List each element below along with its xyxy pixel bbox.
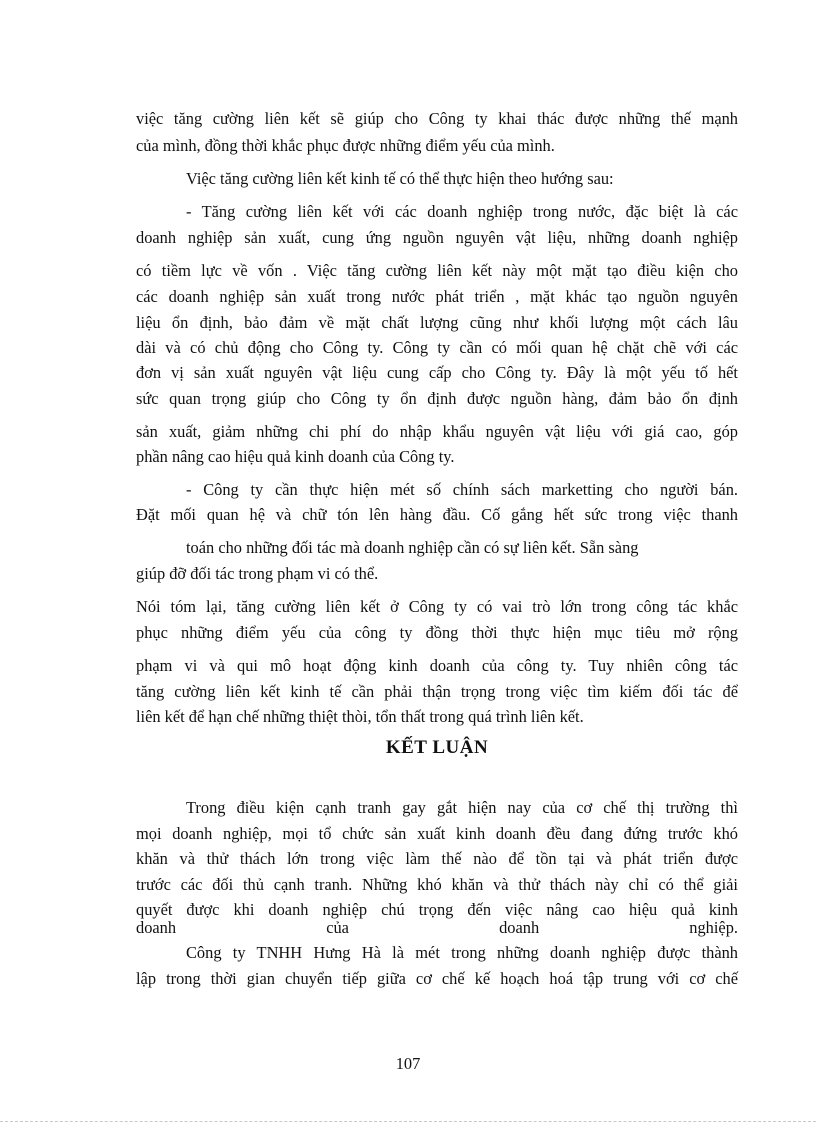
text-line: sức quan trọng giúp cho Công ty ổn định được nguồn hàng, đảm bảo ổn định (136, 389, 738, 408)
text-line: lập trong thời gian chuyển tiếp giữa cơ chế kế hoạch hoá tập trung với cơ chế (136, 969, 738, 988)
page-bottom-divider (0, 1121, 816, 1122)
text-line: giúp đỡ đối tác trong phạm vi có thể. (136, 564, 379, 583)
text-line: Đặt mối quan hệ và chữ tón lên hàng đầu. Cố gắng hết sức trong việc thanh (136, 505, 738, 524)
text-line: trước các đối thủ cạnh tranh. Những khó khăn và thử thách này chỉ có thể giải (136, 875, 738, 894)
text-line: của mình, đồng thời khắc phục được những điểm yếu của mình. (136, 136, 555, 155)
text-line: có tiềm lực về vốn . Việc tăng cường liên kết này một mặt tạo điều kiện cho (136, 261, 738, 280)
text-line: phần nâng cao hiệu quả kinh doanh của Công ty. (136, 447, 455, 466)
text-line: đơn vị sản xuất nguyên vật liệu cung cấp cho Công ty. Đây là một yếu tố hết (136, 363, 738, 382)
text-line: Việc tăng cường liên kết kinh tế có thể thực hiện theo hướng sau: (186, 169, 614, 188)
section-heading: KẾT LUẬN (385, 737, 489, 758)
text-line: - Công ty cần thực hiện mét số chính sách marketting cho người bán. (186, 480, 738, 499)
text-line: toán cho những đối tác mà doanh nghiệp cần có sự liên kết. Sẵn sàng (186, 538, 639, 557)
page-number: 107 (395, 1054, 421, 1073)
text-line: dài và có chủ động cho Công ty. Công ty cần có mối quan hệ chặt chẽ với các (136, 338, 738, 357)
text-line: khăn và thử thách lớn trong việc làm thế nào để tồn tại và phát triển được (136, 849, 738, 868)
text-line: Nói tóm lại, tăng cường liên kết ở Công ty có vai trò lớn trong công tác khắc (136, 597, 738, 616)
text-line: quyết được khi doanh nghiệp chú trọng đến việc nâng cao hiệu quả kinh (136, 900, 738, 919)
text-line: sản xuất, giảm những chi phí do nhập khẩu nguyên vật liệu với giá cao, góp (136, 422, 738, 441)
text-line: liên kết để hạn chế những thiệt thòi, tổn thất trong quá trình liên kết. (136, 707, 584, 726)
text-line: doanh nghiệp sản xuất, cung ứng nguồn nguyên vật liệu, những doanh nghiệp (136, 228, 738, 247)
text-line: Trong điều kiện cạnh tranh gay gắt hiện nay của cơ chế thị trường thì (186, 798, 738, 817)
text-line: việc tăng cường liên kết sẽ giúp cho Công ty khai thác được những thế mạnh (136, 109, 738, 128)
text-line: các doanh nghiệp sản xuất trong nước phát triển , mặt khác tạo nguồn nguyên (136, 287, 738, 306)
text-line: - Tăng cường liên kết với các doanh nghiệp trong nước, đặc biệt là các (186, 202, 738, 221)
text-line: mọi doanh nghiệp, mọi tổ chức sản xuất kinh doanh đều đang đứng trước khó (136, 824, 738, 843)
text-line: liệu ổn định, bảo đảm về mặt chất lượng cũng như khối lượng một cách lâu (136, 313, 738, 332)
text-line: Công ty TNHH Hưng Hà là mét trong những doanh nghiệp được thành (186, 943, 738, 962)
text-line: phạm vi và qui mô hoạt động kinh doanh của công ty. Tuy nhiên công tác (136, 656, 738, 675)
text-line: phục những điểm yếu của công ty đồng thời thực hiện mục tiêu mở rộng (136, 623, 738, 642)
text-line: tăng cường liên kết kinh tế cần phải thận trọng trong việc tìm kiếm đối tác để (136, 682, 738, 701)
text-line: doanh của doanh nghiệp. (136, 918, 738, 937)
